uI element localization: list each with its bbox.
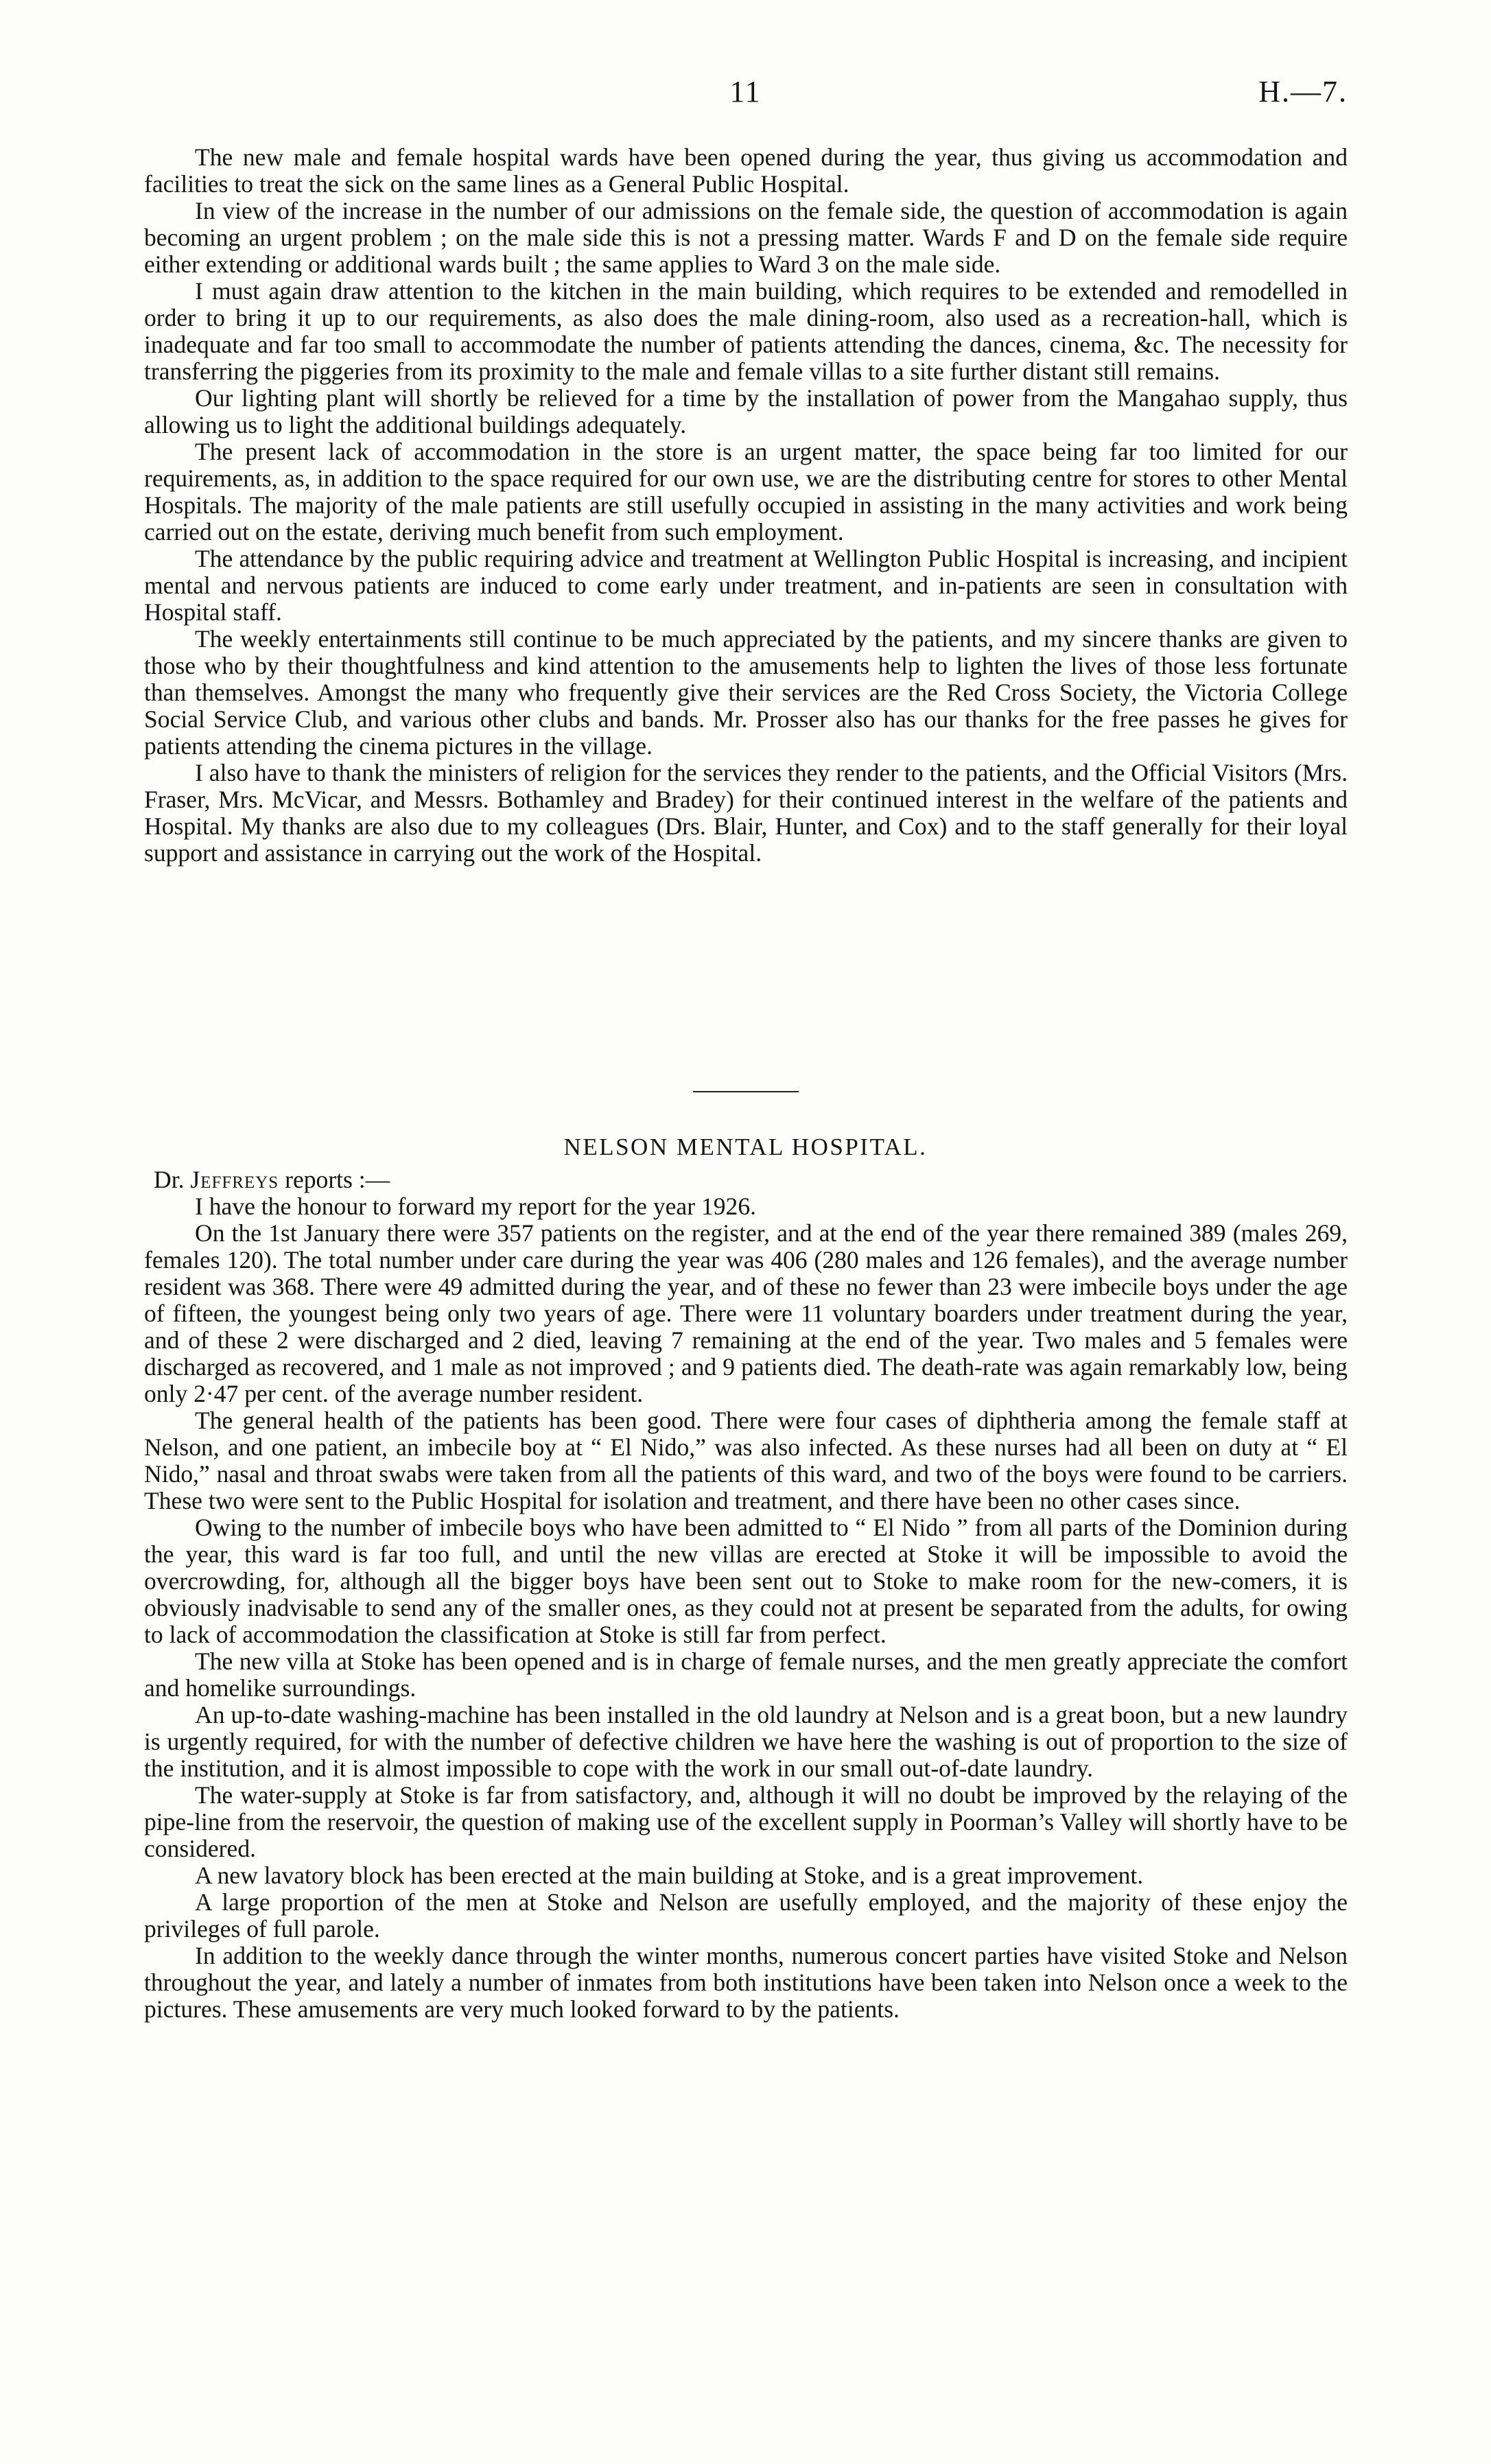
paragraph: The new villa at Stoke has been opened and is in charge of female nurses, and the men greatly appreciate the comfort and homelike surroundings. (144, 1647, 1348, 1702)
paragraph: I also have to thank the ministers of religion for the services they render to the patients, and the Official Visitors (Mrs. Fraser, Mrs. McVicar, and Messrs. Bothamley and Bradey) for their continued interest in the welfare of the patients and Hospital. My thanks are also due to my colleagues (Drs. Blair, Hunter, and Cox) and to the staff generally for their loyal support and assistance in carrying out the work of the Hospital. (144, 759, 1348, 867)
paragraph: On the 1st January there were 357 patients on the register, and at the end of the year there remained 389 (males 269, females 120). The total number under care during the year was 406 (280 males and 126 females), and the average number resident was 368. There were 49 admitted during the year, and of these no fewer than 23 were imbecile boys under the age of fifteen, the youngest being only two years of age. There were 11 voluntary boarders under treatment during the year, and of these 2 were discharged and 2 died, leaving 7 remaining at the end of the year. Two males and 5 females were discharged as recovered, and 1 male as not improved ; and 9 patients died. The death-rate was again remarkably low, being only 2·47 per cent. of the average number resident. (144, 1219, 1348, 1407)
intro-suffix: reports :— (279, 1166, 390, 1193)
wellington-report-section (144, 144, 1348, 867)
section-heading: NELSON MENTAL HOSPITAL. (563, 1134, 928, 1160)
paragraph: The weekly entertainments still continue to be much appreciated by the patients, and my sincere thanks are given to those who by their thoughtfulness and kind attention to the amusements help to lighten the lives of those less fortunate than themselves. Amongst the many who frequently give their services are the Red Cross Society, the Victoria College Social Service Club, and various other clubs and bands. Mr. Prosser also has our thanks for the free passes he gives for patients attending the cinema pictures in the village. (144, 625, 1348, 760)
paragraph: The attendance by the public requiring advice and treatment at Wellington Public Hospital is increasing, and incipient mental and nervous patients are induced to come early under treatment, and in-patients are seen in consultation with Hospital staff. (144, 545, 1348, 626)
section-divider (693, 1091, 799, 1092)
reporter-name: Jeffreys (190, 1166, 279, 1193)
paragraph: An up-to-date washing-machine has been installed in the old laundry at Nelson and is a great boon, but a new laundry is urgently required, for with the number of defective children we have here the washing is out of proportion to the size of the institution, and it is almost impossible to cope with the work in our small out-of-date laundry. (144, 1701, 1348, 1782)
paragraph: I must again draw attention to the kitchen in the main building, which requires to be extended and remodelled in order to bring it up to our requirements, as also does the male dining-room, also used as a recreation-hall, which is inadequate and far too small to accommodate the number of patients attending the dances, cinema, &c. The necessity for transferring the piggeries from its proximity to the male and female villas to a site further distant still remains. (144, 277, 1348, 385)
paragraph: Owing to the number of imbecile boys who have been admitted to “ El Nido ” from all parts of the Dominion during the year, this ward is far too full, and until the new villas are erected at Stoke it will be impossible to avoid the overcrowding, for, although all the bigger boys have been sent out to Stoke to make room for the new-comers, it is obviously inadvisable to send any of the smaller ones, as they could not at present be separated from the adults, for owing to lack of accommodation the classification at Stoke is still far from perfect. (144, 1514, 1348, 1648)
page-number: 11 (729, 75, 762, 108)
page-header (0, 74, 1491, 115)
nelson-report-section (144, 1166, 1348, 2023)
paragraph: In addition to the weekly dance through the winter months, numerous concert parties have visited Stoke and Nelson throughout the year, and lately a number of inmates from both institutions have been taken into Nelson once a week to the pictures. These amusements are very much looked forward to by the patients. (144, 1942, 1348, 2023)
paragraph: The general health of the patients has been good. There were four cases of diphtheria among the female staff at Nelson, and one patient, an imbecile boy at “ El Nido,” was also infected. As these nurses had all been on duty at “ El Nido,” nasal and throat swabs were taken from all the patients of this ward, and two of the boys were found to be carriers. These two were sent to the Public Hospital for isolation and treatment, and there have been no other cases since. (144, 1407, 1348, 1514)
paragraph: In view of the increase in the number of our admissions on the female side, the question of accommodation is again becoming an urgent problem ; on the male side this is not a pressing matter. Wards F and D on the female side require either extending or additional wards built ; the same applies to Ward 3 on the male side. (144, 197, 1348, 278)
paragraph: I have the honour to forward my report for the year 1926. (195, 1193, 757, 1220)
paragraph: Our lighting plant will shortly be relieved for a time by the installation of power from the Mangahao supply, thus allowing us to light the additional buildings adequately. (144, 384, 1348, 438)
paragraph: The present lack of accommodation in the store is an urgent matter, the space being far too limited for our requirements, as, in addition to the space required for our own use, we are the distributing centre for stores to other Mental Hospitals. The majority of the male patients are still usefully occupied in assisting in the many activities and work being carried out on the estate, deriving much benefit from such employment. (144, 438, 1348, 545)
paragraph: The water-supply at Stoke is far from satisfactory, and, although it will no doubt be improved by the relaying of the pipe-line from the reservoir, the question of making use of the excellent supply in Poorman’s Valley will shortly have to be considered. (144, 1781, 1348, 1862)
report-intro (144, 1166, 1348, 1193)
intro-prefix: Dr. (154, 1166, 191, 1193)
document-code: H.—7. (1258, 75, 1348, 108)
paragraph: The new male and female hospital wards have been opened during the year, thus giving us accommodation and facilities to treat the sick on the same lines as a General Public Hospital. (144, 143, 1348, 198)
paragraph: A large proportion of the men at Stoke and Nelson are usefully employed, and the majority of these enjoy the privileges of full parole. (144, 1888, 1348, 1943)
paragraph: A new lavatory block has been erected at the main building at Stoke, and is a great improvement. (195, 1862, 1144, 1889)
